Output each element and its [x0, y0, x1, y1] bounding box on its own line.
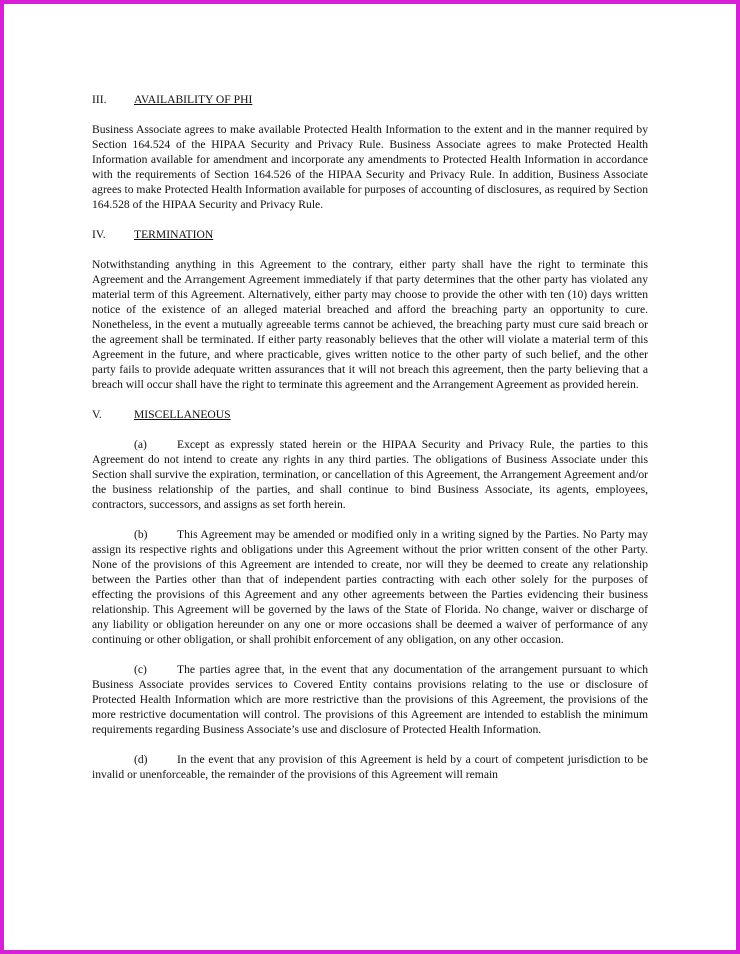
subsection-b: [92, 527, 648, 647]
section-number: III.: [92, 93, 107, 106]
section-paragraph-termination: Notwithstanding anything in this Agreement to the contrary, either party shall have the right to terminate this Agreement and the Arrangement Agreement immediately if that party determines that the other party has violated any material term of this Agreement. Alternatively, either party may choose to provide the other with ten (10) days written notice of the existence of an alleged material breached and afford the breaching party an opportunity to cure. Nonetheless, in the event a mutually agreeable terms cannot be achieved, the breaching party must cure said breach or the agreement shall be terminated. If either party reasonably believes that the other will violate a material term of this Agreement in the future, and where practicable, gives written notice to the other party of such belief, and the other party fails to provide adequate written assurances that it will not breach this agreement, then the party believing that a breach will occur shall have the right to terminate this agreement and the Arrangement Agreement as provided herein.: [92, 258, 648, 391]
subsection-a: [92, 437, 648, 512]
section-title: AVAILABILITY OF PHI: [134, 93, 253, 106]
subsection-label: (b): [134, 528, 148, 541]
document-page: [92, 92, 648, 782]
section-heading-termination: [92, 227, 648, 242]
subsection-text: Except as expressly stated herein or the HIPAA Security and Privacy Rule, the parties to this Agreement do not intend to create any rights in any third parties. The obligations of Business Associate under this Section shall survive the expiration, termination, or cancellation of this Agreement, the Arrangement Agreement and/or the business relationship of the parties, and shall continue to bind Business Associate, its agents, employees, contractors, successors, and assigns as set forth herein.: [92, 438, 648, 511]
section-number: IV.: [92, 228, 106, 241]
subsection-text: The parties agree that, in the event that any documentation of the arrangement pursuant to which Business Associate provides services to Covered Entity contains provisions relating to the use or disclosure of Protected Health Information which are more restrictive than the provisions of this Agreement, the provisions of the more restrictive documentation will control. The provisions of this Agreement are intended to establish the minimum requirements regarding Business Associate’s use and disclosure of Protected Health Information.: [92, 663, 648, 736]
section-title: TERMINATION: [134, 228, 214, 241]
section-heading-availability: [92, 92, 648, 107]
section-number: V.: [92, 408, 102, 421]
subsection-d: [92, 752, 648, 782]
subsection-c: [92, 662, 648, 737]
subsection-text: In the event that any provision of this Agreement is held by a court of competent jurisdiction to be invalid or unenforceable, the remainder of the provisions of this Agreement will remain: [92, 753, 648, 781]
section-paragraph-availability: Business Associate agrees to make available Protected Health Information to the extent and in the manner required by Section 164.524 of the HIPAA Security and Privacy Rule. Business Associate agrees to make Protected Health Information available for amendment and incorporate any amendments to Protected Health Information in accordance with the requirements of Section 164.526 of the HIPAA Security and Privacy Rule. In addition, Business Associate agrees to make Protected Health Information available for purposes of accounting of disclosures, as required by Section 164.528 of the HIPAA Security and Privacy Rule.: [92, 123, 648, 211]
subsection-label: (c): [134, 663, 147, 676]
subsection-label: (d): [134, 753, 148, 766]
section-title: MISCELLANEOUS: [134, 408, 231, 421]
section-heading-miscellaneous: [92, 407, 648, 422]
subsection-label: (a): [134, 438, 147, 451]
subsection-text: This Agreement may be amended or modified only in a writing signed by the Parties. No Party may assign its respective rights and obligations under this Agreement without the prior written consent of the other Party. None of the provisions of this Agreement are intended to create, nor will they be deemed to create any relationship between the Parties other than that of independent parties contracting with each other solely for the purposes of effecting the provisions of this Agreement and any other agreements between the Parties evidencing their business relationship. This Agreement will be governed by the laws of the State of Florida. No change, waiver or discharge of any liability or obligation hereunder on any one or more occasions shall be deemed a waiver of performance of any continuing or other obligation, or shall prohibit enforcement of any obligation, on any other occasion.: [92, 528, 648, 646]
